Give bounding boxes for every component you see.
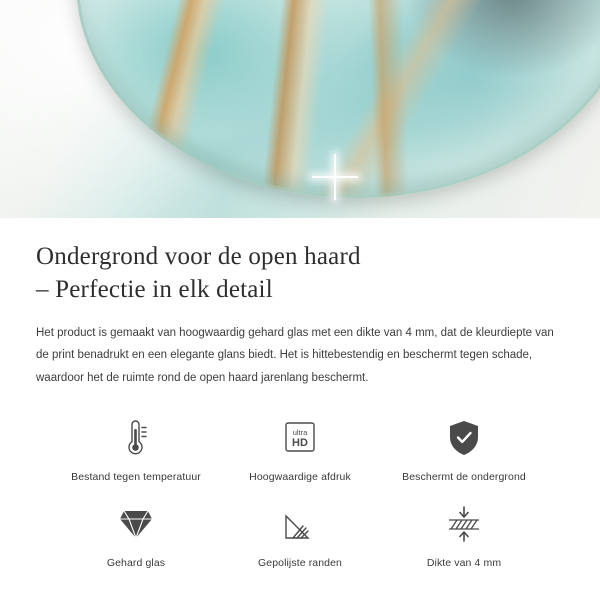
feature-item-print-quality: [218, 415, 382, 483]
feature-item-polished-edges: [218, 501, 382, 569]
feature-grid: [36, 415, 564, 569]
glass-plate-product-image: [76, 0, 600, 198]
feature-item-surface-protection: [382, 415, 546, 483]
body-paragraph: Het product is gemaakt van hoogwaardig gehard glas met een dikte van 4 mm, dat de kleurdiepte van de print benadrukt en een elegante glans biedt. Het is hittebestendig en beschermt tegen schade, waardoor het de ruimte rond de open haard jarenlang beschermt.: [36, 327, 554, 384]
text-content: [0, 218, 600, 569]
polished-edges-icon: [277, 501, 323, 547]
feature-label: Gehard glas: [106, 557, 166, 570]
feature-label: Beschermt de ondergrond: [402, 471, 526, 484]
svg-text:HD: HD: [292, 437, 308, 450]
feature-label: Gepolijste randen: [257, 557, 342, 570]
headline-line-1: Ondergrond voor de open haard: [36, 243, 361, 270]
feature-label: Hoogwaardige afdruk: [249, 471, 351, 484]
feature-label: Dikte van 4 mm: [426, 557, 502, 570]
feature-item-temperature: [54, 415, 218, 483]
feature-label: Bestand tegen temperatuur: [71, 471, 201, 484]
feature-item-tempered-glass: [54, 501, 218, 569]
shield-check-icon: [441, 415, 487, 461]
hero-image: [0, 0, 600, 218]
diamond-icon: [113, 501, 159, 547]
thermometer-icon: [113, 415, 159, 461]
page-title: [36, 240, 564, 306]
ultra-hd-icon: [277, 415, 323, 461]
thickness-4mm-icon: [441, 501, 487, 547]
feature-item-thickness: [382, 501, 546, 569]
svg-text:ultra: ultra: [292, 428, 308, 438]
headline-line-2: – Perfectie in elk detail: [36, 276, 273, 303]
